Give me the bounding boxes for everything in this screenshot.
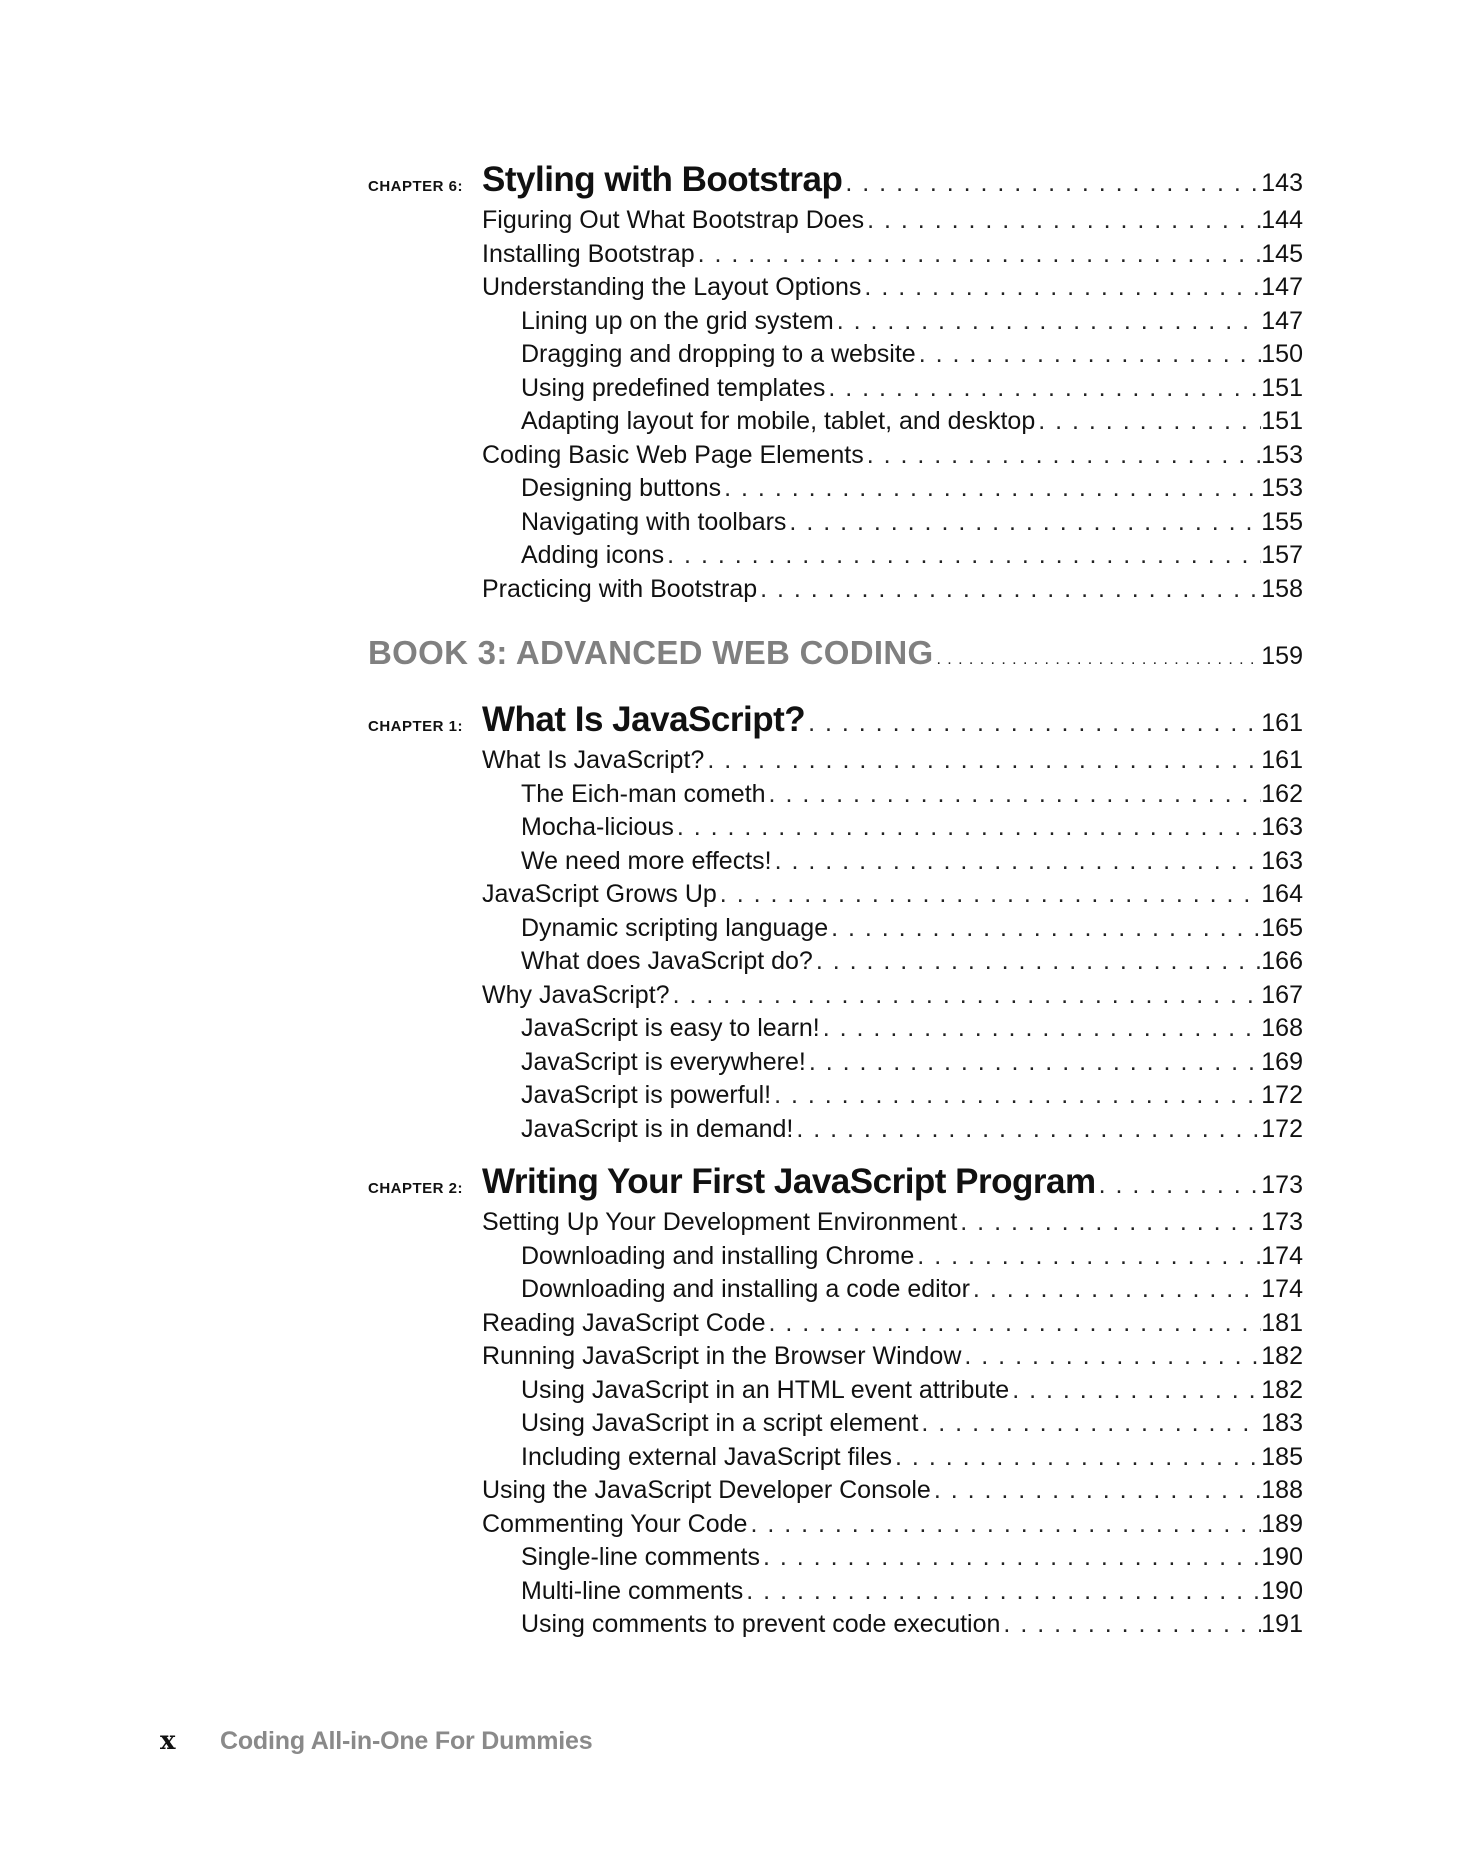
toc-subentry	[368, 474, 1303, 508]
entry-page-number: 163	[1261, 846, 1303, 875]
entry-page-number: 144	[1261, 206, 1303, 234]
page-number: x	[160, 1726, 176, 1756]
entry-page-number: 185	[1261, 1442, 1303, 1471]
entry-page-number: 190	[1261, 1543, 1303, 1571]
book-heading	[368, 634, 1303, 684]
entry-title: Dynamic scripting language	[521, 913, 829, 942]
dot-leader	[1096, 1171, 1262, 1200]
entry-title: Single-line comments	[521, 1543, 760, 1571]
dot-leader	[957, 1208, 1261, 1237]
dot-leader	[772, 847, 1262, 876]
chapter-label: CHAPTER 6:	[368, 178, 464, 195]
dot-leader	[670, 981, 1262, 1010]
toc-subentry	[368, 1081, 1303, 1115]
entry-title: Installing Bootstrap	[482, 239, 695, 268]
entry-title: Using predefined templates	[521, 373, 826, 402]
entry-title: Including external JavaScript files	[521, 1442, 893, 1471]
toc-subentry	[368, 1014, 1303, 1048]
entry-page-number: 172	[1261, 1114, 1303, 1143]
toc-entry	[368, 880, 1303, 914]
entry-page-number: 181	[1261, 1308, 1303, 1337]
entry-page-number: 189	[1261, 1509, 1303, 1538]
toc-subentry	[368, 1242, 1303, 1276]
dot-leader	[760, 1543, 1261, 1572]
entry-title: Adapting layout for mobile, tablet, and desktop	[521, 407, 1036, 435]
toc-subentry	[368, 307, 1303, 341]
toc-entry	[368, 206, 1303, 240]
toc-entry	[368, 1476, 1303, 1510]
entry-title: Designing buttons	[521, 474, 722, 502]
dot-leader	[931, 1476, 1261, 1505]
entry-title: Practicing with Bootstrap	[482, 574, 758, 603]
chapter-heading	[368, 160, 1303, 206]
entry-title: JavaScript is powerful!	[521, 1081, 772, 1109]
toc-entry	[368, 441, 1303, 475]
entry-page-number: 162	[1261, 779, 1303, 808]
entry-title: Downloading and installing a code editor	[521, 1275, 970, 1303]
dot-leader	[864, 441, 1262, 470]
entry-title: Why JavaScript?	[482, 980, 670, 1009]
dot-leader	[695, 240, 1262, 269]
dot-leader	[961, 1342, 1261, 1371]
entry-page-number: 163	[1261, 813, 1303, 841]
dot-leader	[1000, 1610, 1261, 1639]
toc-subentry	[368, 340, 1303, 374]
dot-leader	[861, 273, 1261, 302]
toc-subentry	[368, 1048, 1303, 1082]
toc-subentry	[368, 1610, 1303, 1644]
entry-title: JavaScript is easy to learn!	[521, 1014, 820, 1042]
toc-entry	[368, 1342, 1303, 1376]
entry-title: Dragging and dropping to a website	[521, 340, 916, 368]
toc-subentry	[368, 374, 1303, 408]
entry-page-number: 183	[1261, 1409, 1303, 1437]
entry-title: Running JavaScript in the Browser Window	[482, 1342, 962, 1370]
entry-page-number: 166	[1261, 947, 1303, 975]
toc-entry	[368, 1309, 1303, 1343]
entry-title: Multi-line comments	[521, 1576, 744, 1605]
chapter-heading	[368, 1162, 1303, 1208]
entry-page-number: 173	[1261, 1208, 1303, 1236]
entry-title: JavaScript is everywhere!	[521, 1047, 806, 1076]
entry-title: JavaScript Grows Up	[482, 880, 717, 908]
entry-title: Reading JavaScript Code	[482, 1308, 766, 1337]
toc-entry	[368, 746, 1303, 780]
entry-page-number: 151	[1261, 407, 1303, 435]
entry-page-number: 169	[1261, 1047, 1303, 1076]
dot-leader	[825, 374, 1261, 403]
dot-leader	[743, 1577, 1261, 1606]
dot-leader	[771, 1081, 1261, 1110]
dot-leader	[842, 169, 1261, 198]
entry-page-number: 174	[1261, 1275, 1303, 1303]
dot-leader	[805, 709, 1261, 738]
chapter-entries	[368, 206, 1303, 608]
entry-page-number: 153	[1261, 474, 1303, 502]
dot-leader	[970, 1275, 1261, 1304]
toc-subentry	[368, 1275, 1303, 1309]
toc-subentry	[368, 1443, 1303, 1477]
dot-leader	[717, 880, 1261, 909]
entry-title: Downloading and installing Chrome	[521, 1241, 915, 1270]
toc-subentry	[368, 508, 1303, 542]
entry-page-number: 147	[1261, 306, 1303, 335]
toc-subentry	[368, 780, 1303, 814]
dot-leader	[747, 1510, 1261, 1539]
entry-page-number: 172	[1261, 1081, 1303, 1109]
entry-page-number: 153	[1261, 440, 1303, 469]
chapter-page-number: 143	[1261, 169, 1303, 197]
entry-title: We need more effects!	[521, 846, 772, 875]
entry-page-number: 161	[1261, 746, 1303, 774]
toc-subentry	[368, 1115, 1303, 1149]
dot-leader	[793, 1115, 1261, 1144]
chapter-label: CHAPTER 1:	[368, 718, 464, 735]
entry-title: Using JavaScript in an HTML event attribute	[521, 1375, 1010, 1404]
toc-subentry	[368, 1577, 1303, 1611]
chapter-page-number: 161	[1261, 709, 1303, 737]
dot-leader	[933, 651, 1261, 669]
entry-page-number: 191	[1261, 1610, 1303, 1638]
dot-leader	[806, 1048, 1261, 1077]
book-page-number: 159	[1261, 642, 1303, 670]
chapter-heading	[368, 700, 1303, 746]
entry-title: Navigating with toolbars	[521, 507, 787, 536]
toc-subentry	[368, 813, 1303, 847]
entry-page-number: 165	[1261, 913, 1303, 942]
dot-leader	[1035, 407, 1261, 436]
dot-leader	[820, 1014, 1262, 1043]
chapter-title: What Is JavaScript?	[482, 700, 806, 739]
entry-title: Coding Basic Web Page Elements	[482, 440, 864, 469]
entry-title: What does JavaScript do?	[521, 947, 813, 975]
toc-subentry	[368, 1409, 1303, 1443]
entry-title: The Eich-man cometh	[521, 779, 766, 808]
dot-leader	[813, 947, 1261, 976]
entry-page-number: 188	[1261, 1476, 1303, 1504]
dot-leader	[918, 1409, 1261, 1438]
book-title: BOOK 3: ADVANCED WEB CODING	[368, 634, 934, 671]
dot-leader	[766, 1309, 1262, 1338]
dot-leader	[664, 541, 1261, 570]
dot-leader	[721, 474, 1261, 503]
entry-page-number: 157	[1261, 541, 1303, 569]
toc-subentry	[368, 407, 1303, 441]
entry-title: JavaScript is in demand!	[521, 1114, 794, 1143]
toc-entry	[368, 273, 1303, 307]
table-of-contents	[368, 160, 1303, 1644]
dot-leader	[916, 340, 1262, 369]
dot-leader	[704, 746, 1261, 775]
dot-leader	[864, 206, 1261, 235]
dot-leader	[914, 1242, 1261, 1271]
entry-page-number: 164	[1261, 880, 1303, 908]
entry-page-number: 168	[1261, 1014, 1303, 1042]
chapter-title: Writing Your First JavaScript Program	[482, 1162, 1096, 1201]
entry-title: Commenting Your Code	[482, 1509, 748, 1538]
toc-entry	[368, 1208, 1303, 1242]
entry-title: Using comments to prevent code execution	[521, 1610, 1001, 1638]
dot-leader	[892, 1443, 1261, 1472]
toc-entry	[368, 240, 1303, 274]
entry-title: Lining up on the grid system	[521, 306, 834, 335]
entry-title: What Is JavaScript?	[482, 746, 705, 774]
toc-subentry	[368, 947, 1303, 981]
entry-title: Setting Up Your Development Environment	[482, 1208, 958, 1236]
toc-entry	[368, 981, 1303, 1015]
dot-leader	[674, 813, 1261, 842]
toc-entry	[368, 1510, 1303, 1544]
chapter-entries	[368, 746, 1303, 1148]
dot-leader	[766, 780, 1262, 809]
entry-page-number: 145	[1261, 239, 1303, 268]
toc-subentry	[368, 847, 1303, 881]
entry-title: Using JavaScript in a script element	[521, 1409, 919, 1437]
entry-page-number: 190	[1261, 1576, 1303, 1605]
entry-title: Figuring Out What Bootstrap Does	[482, 206, 865, 234]
entry-page-number: 155	[1261, 507, 1303, 536]
entry-page-number: 167	[1261, 980, 1303, 1009]
entry-page-number: 158	[1261, 574, 1303, 603]
entry-page-number: 147	[1261, 273, 1303, 301]
chapter-title: Styling with Bootstrap	[482, 160, 843, 199]
book-title-footer: Coding All-in-One For Dummies	[220, 1727, 593, 1755]
entry-page-number: 182	[1261, 1342, 1303, 1370]
chapter-label: CHAPTER 2:	[368, 1180, 464, 1197]
page-footer	[160, 1726, 592, 1756]
entry-title: Adding icons	[521, 541, 665, 569]
chapter-page-number: 173	[1261, 1171, 1303, 1199]
entry-title: Using the JavaScript Developer Console	[482, 1476, 931, 1504]
entry-title: Mocha-licious	[521, 813, 674, 841]
toc-subentry	[368, 541, 1303, 575]
entry-page-number: 182	[1261, 1375, 1303, 1404]
toc-subentry	[368, 1376, 1303, 1410]
dot-leader	[1009, 1376, 1261, 1405]
dot-leader	[828, 914, 1261, 943]
entry-title: Understanding the Layout Options	[482, 273, 862, 301]
toc-subentry	[368, 914, 1303, 948]
dot-leader	[786, 508, 1261, 537]
toc-subentry	[368, 1543, 1303, 1577]
chapter-entries	[368, 1208, 1303, 1644]
dot-leader	[757, 575, 1261, 604]
entry-page-number: 174	[1261, 1241, 1303, 1270]
entry-page-number: 151	[1261, 373, 1303, 402]
dot-leader	[834, 307, 1262, 336]
toc-entry	[368, 575, 1303, 609]
entry-page-number: 150	[1261, 340, 1303, 368]
